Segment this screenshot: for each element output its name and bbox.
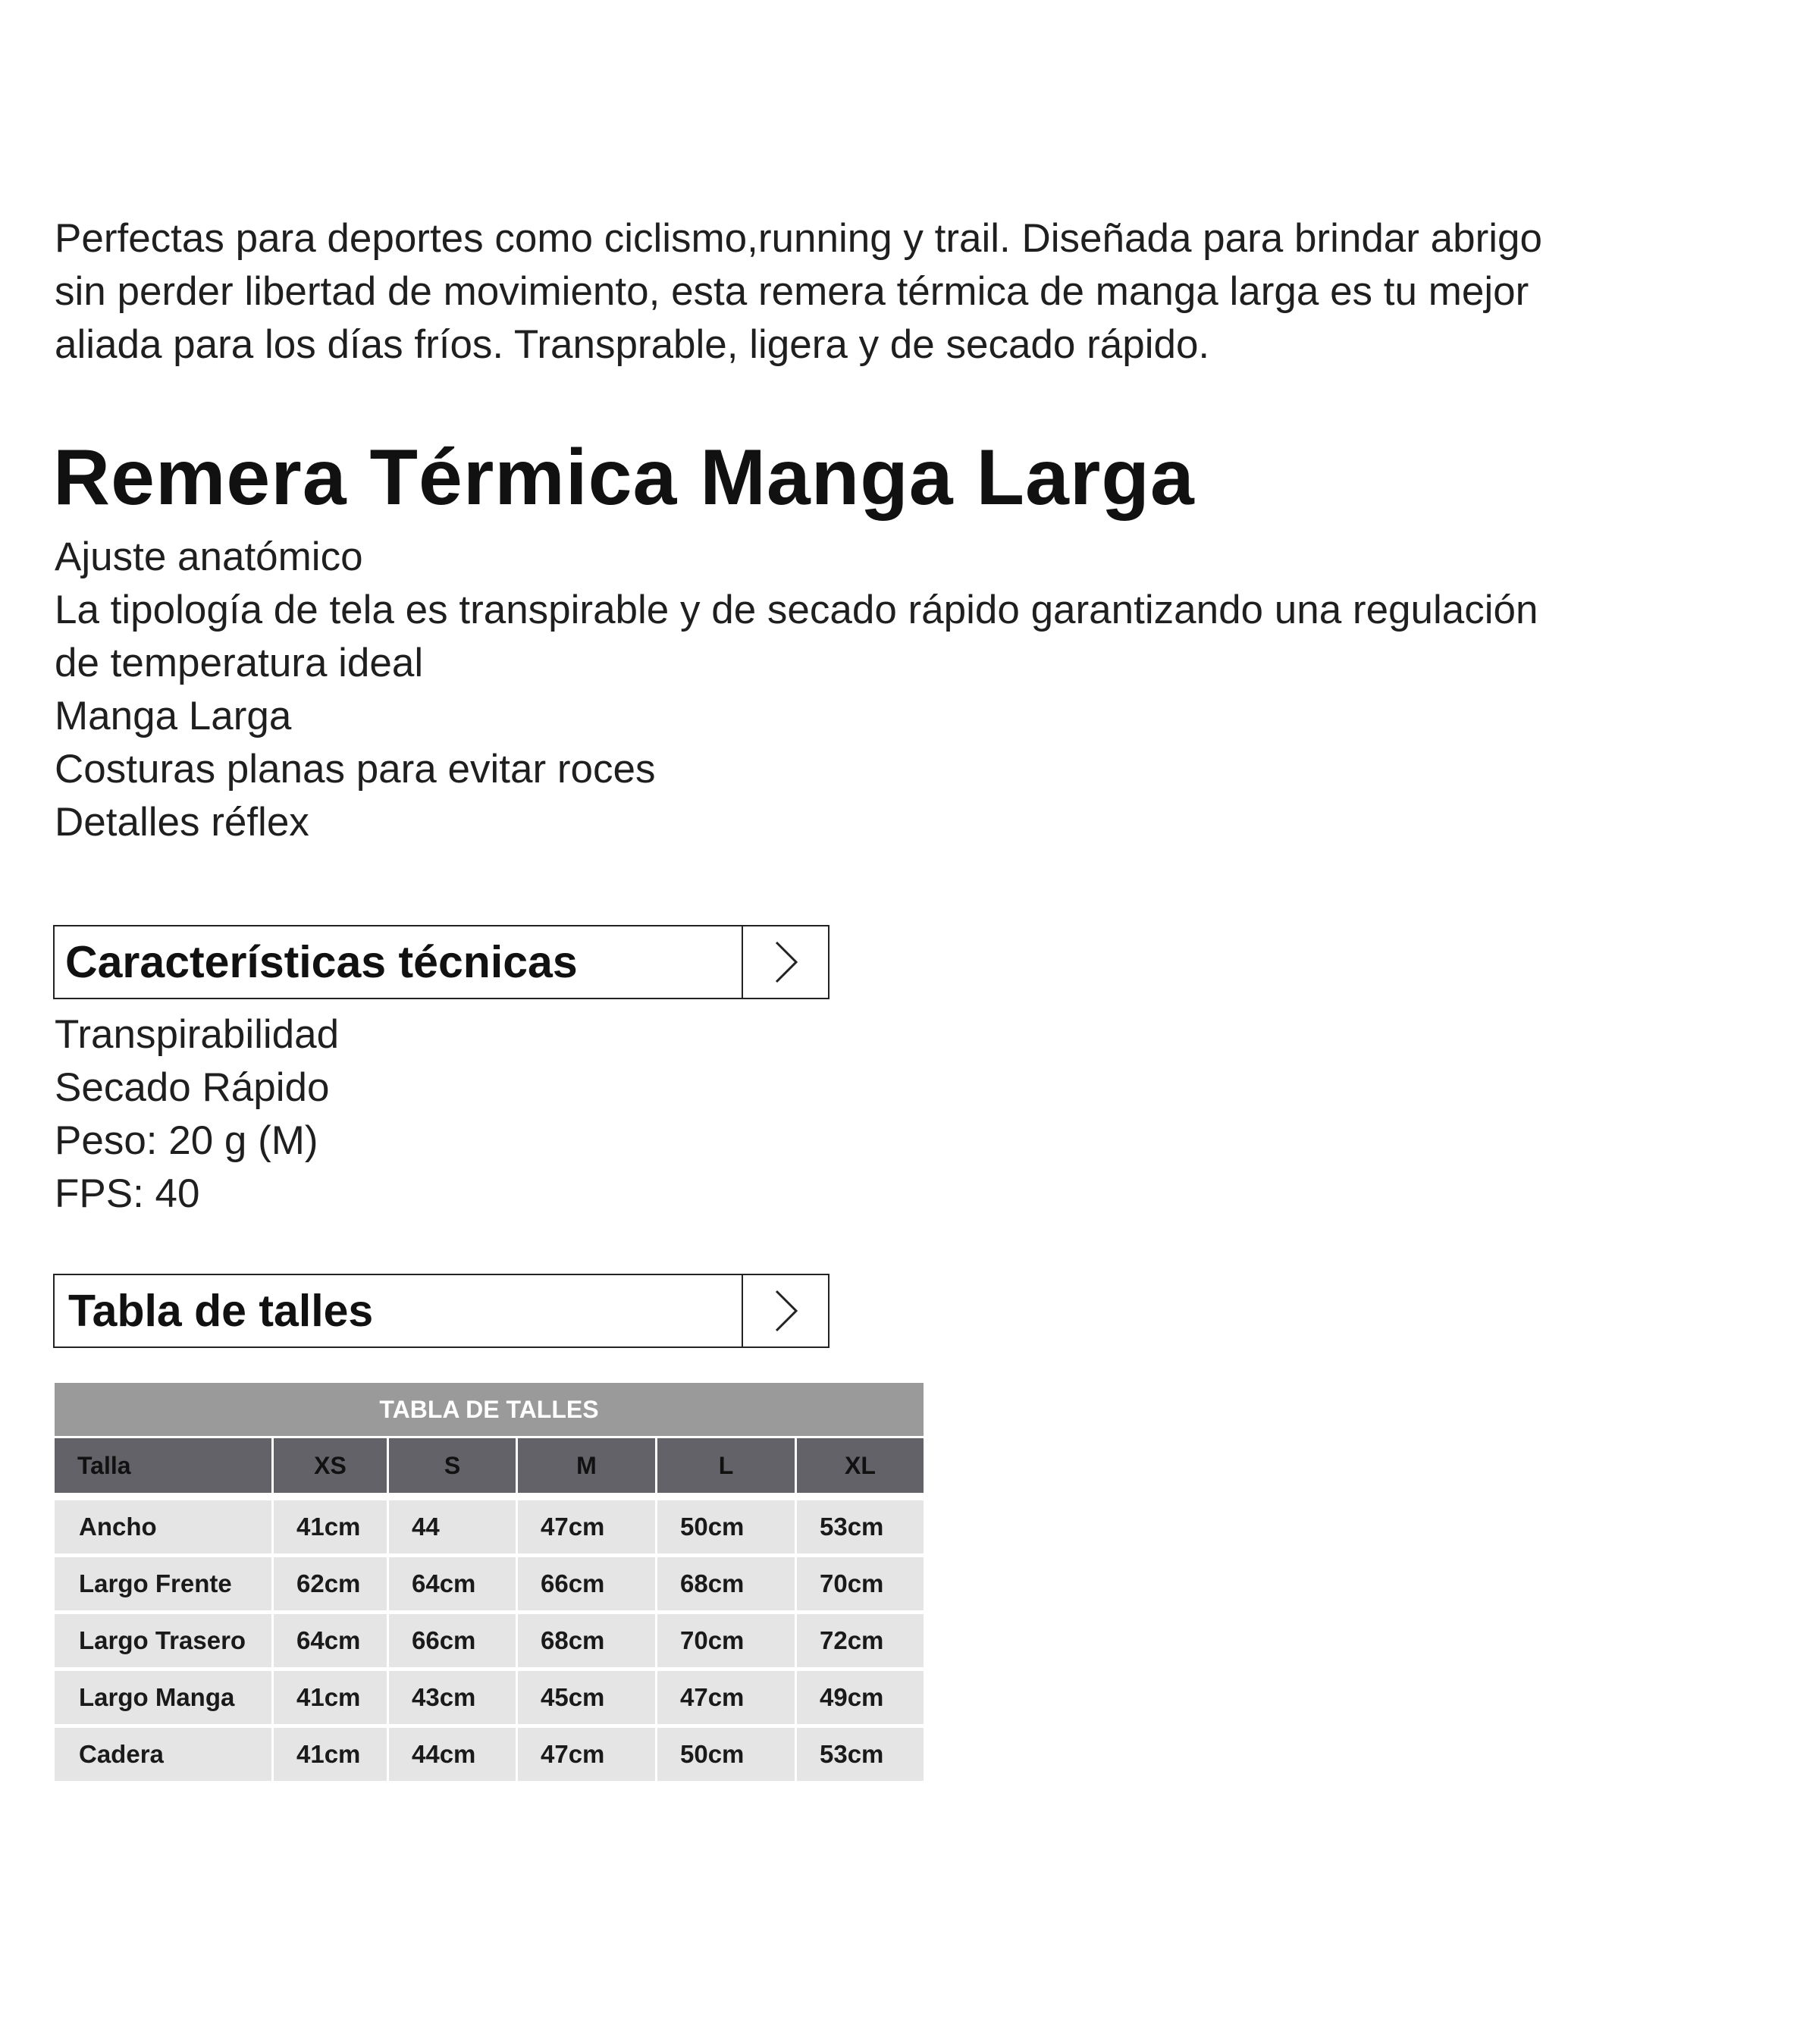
sizes-expand-button[interactable] [742, 1275, 828, 1346]
intro-line: Perfectas para deportes como ciclismo,running y trail. Diseñada para brindar abrigo [55, 216, 1542, 261]
table-row [55, 1671, 924, 1728]
table-cell: 53cm [795, 1728, 924, 1785]
size-chart-header-row [55, 1436, 924, 1493]
table-cell: 41cm [271, 1500, 387, 1557]
table-cell: 47cm [516, 1500, 655, 1557]
table-cell: 68cm [655, 1557, 795, 1614]
feature-item: La tipología de tela es transpirable y de secado rápido garantizando una regulación [55, 588, 1538, 632]
table-cell: 68cm [516, 1614, 655, 1671]
header-cell: L [655, 1436, 795, 1493]
table-row [55, 1500, 924, 1557]
chevron-right-icon [770, 939, 801, 985]
spec-item: Peso: 20 g (M) [55, 1118, 318, 1163]
row-label: Ancho [55, 1500, 271, 1557]
intro-line: aliada para los días fríos. Transprable, ligera y de secado rápido. [55, 322, 1210, 367]
technical-spec-list [55, 1008, 339, 1221]
table-cell: 64cm [271, 1614, 387, 1671]
table-cell: 66cm [387, 1614, 516, 1671]
feature-item: Detalles réflex [55, 800, 309, 845]
feature-item: de temperatura ideal [55, 641, 424, 685]
feature-item: Manga Larga [55, 694, 292, 738]
technical-accordion-header[interactable] [53, 925, 830, 999]
table-cell: 72cm [795, 1614, 924, 1671]
size-chart-caption: TABLA DE TALLES [55, 1383, 924, 1436]
intro-line: sin perder libertad de movimiento, esta remera térmica de manga larga es tu mejor [55, 269, 1529, 314]
row-label: Largo Frente [55, 1557, 271, 1614]
table-cell: 64cm [387, 1557, 516, 1614]
header-cell: Talla [55, 1436, 271, 1493]
table-cell: 41cm [271, 1671, 387, 1728]
table-row [55, 1728, 924, 1785]
table-cell: 66cm [516, 1557, 655, 1614]
table-cell: 43cm [387, 1671, 516, 1728]
feature-item: Ajuste anatómico [55, 535, 363, 579]
table-cell: 53cm [795, 1500, 924, 1557]
header-cell: S [387, 1436, 516, 1493]
technical-expand-button[interactable] [742, 926, 828, 998]
table-cell: 62cm [271, 1557, 387, 1614]
table-cell: 50cm [655, 1728, 795, 1785]
header-cell: M [516, 1436, 655, 1493]
table-cell: 70cm [795, 1557, 924, 1614]
sizes-accordion-header[interactable] [53, 1274, 830, 1348]
table-cell: 44 [387, 1500, 516, 1557]
intro-paragraph [55, 212, 1753, 371]
feature-item: Costuras planas para evitar roces [55, 747, 656, 792]
table-row [55, 1557, 924, 1614]
feature-list [55, 531, 1753, 849]
table-cell: 70cm [655, 1614, 795, 1671]
chevron-right-icon [770, 1288, 801, 1334]
spec-item: Transpirabilidad [55, 1012, 340, 1057]
header-cell: XS [271, 1436, 387, 1493]
table-row [55, 1614, 924, 1671]
table-cell: 47cm [655, 1671, 795, 1728]
row-label: Largo Trasero [55, 1614, 271, 1671]
header-cell: XL [795, 1436, 924, 1493]
table-cell: 50cm [655, 1500, 795, 1557]
size-chart-table [55, 1383, 924, 1785]
row-label: Cadera [55, 1728, 271, 1785]
row-label: Largo Manga [55, 1671, 271, 1728]
product-title: Remera Térmica Manga Larga [53, 434, 1195, 522]
table-cell: 45cm [516, 1671, 655, 1728]
sizes-accordion-label: Tabla de talles [68, 1286, 374, 1336]
size-chart-caption-row [55, 1383, 924, 1436]
table-cell: 49cm [795, 1671, 924, 1728]
spec-item: Secado Rápido [55, 1065, 330, 1110]
table-cell: 47cm [516, 1728, 655, 1785]
technical-accordion-label: Características técnicas [65, 937, 578, 987]
table-cell: 44cm [387, 1728, 516, 1785]
table-cell: 41cm [271, 1728, 387, 1785]
spec-item: FPS: 40 [55, 1171, 200, 1216]
